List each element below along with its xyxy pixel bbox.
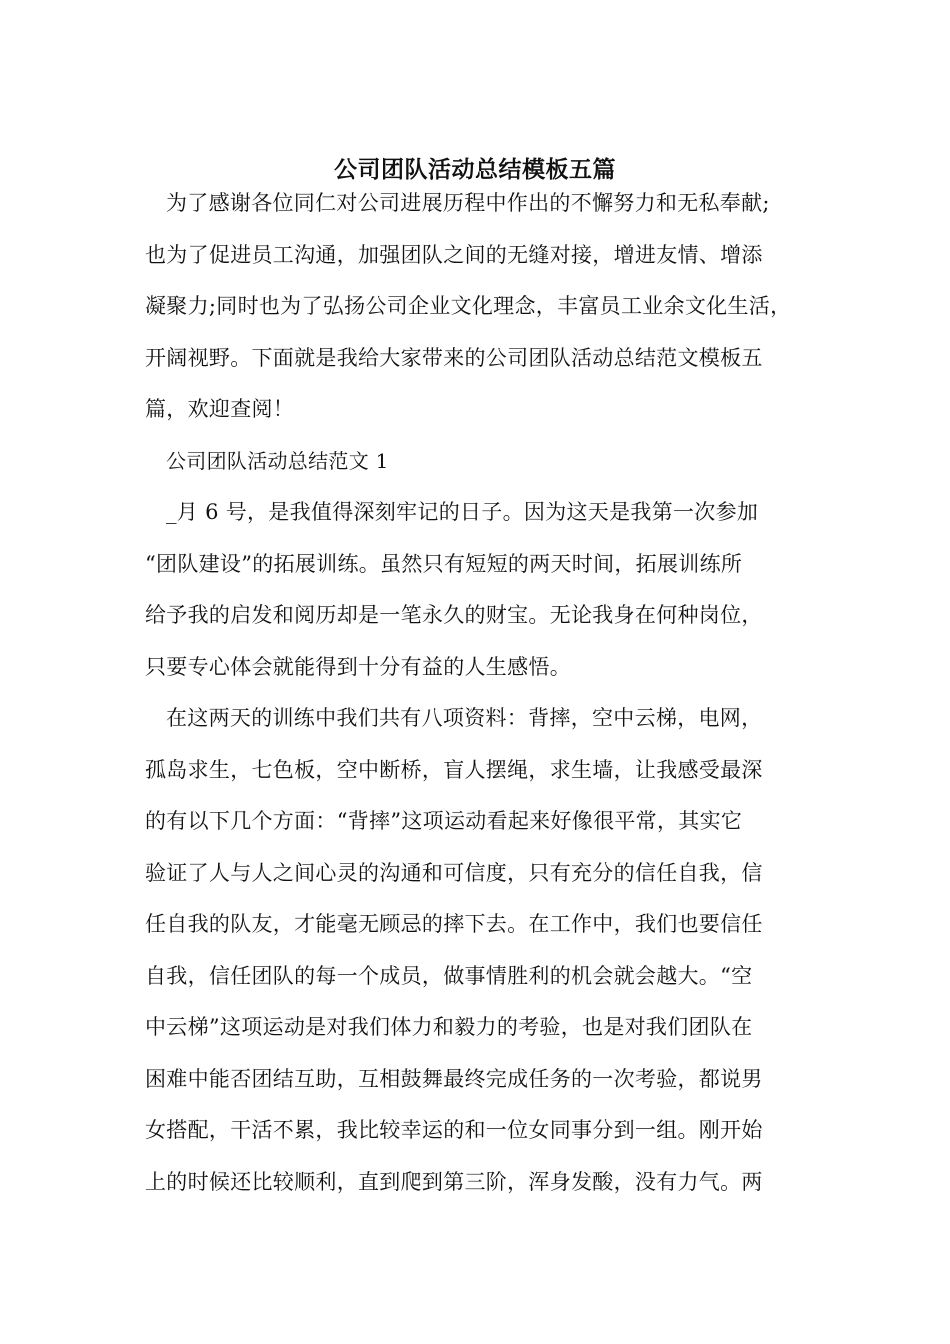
text-line: _月 6 号，是我值得深刻牢记的日子。因为这天是我第一次参加 bbox=[166, 500, 759, 524]
section-heading: 公司团队活动总结范文 1 bbox=[166, 448, 389, 473]
document-title: 公司团队活动总结模板五篇 bbox=[334, 156, 616, 183]
text-line: 任自我的队友，才能毫无顾忌的摔下去。在工作中，我们也要信任 bbox=[145, 912, 763, 936]
text-line: 孤岛求生，七色板，空中断桥，盲人摆绳，求生墙，让我感受最深 bbox=[145, 757, 763, 782]
text-line: 女搭配，干活不累，我比较幸运的和一位女同事分到一组。刚开始 bbox=[145, 1118, 763, 1142]
text-line: 凝聚力;同时也为了弘扬公司企业文化理念，丰富员工业余文化生活， bbox=[145, 294, 792, 318]
text-line: 上的时候还比较顺利，直到爬到第三阶，浑身发酸，没有力气。两 bbox=[145, 1169, 763, 1194]
text-line: 自我，信任团队的每一个成员，做事情胜利的机会就会越大。“空 bbox=[145, 963, 753, 988]
text-line: 只要专心体会就能得到十分有益的人生感悟。 bbox=[145, 654, 571, 679]
text-line: 为了感谢各位同仁对公司进展历程中作出的不懈努力和无私奉献; bbox=[166, 191, 770, 215]
text-line: 在这两天的训练中我们共有八项资料：背摔，空中云梯，电网， bbox=[166, 706, 763, 730]
text-line: 篇，欢迎查阅！ bbox=[145, 397, 295, 421]
text-line: 的有以下几个方面：“背摔”这项运动看起来好像很平常，其实它 bbox=[145, 809, 743, 833]
text-line: 开阔视野。下面就是我给大家带来的公司团队活动总结范文模板五 bbox=[145, 345, 763, 370]
text-line: 也为了促进员工沟通，加强团队之间的无缝对接，增进友情、增添 bbox=[145, 242, 763, 267]
text-line: 给予我的启发和阅历却是一笔永久的财宝。无论我身在何种岗位， bbox=[145, 603, 763, 627]
text-line: 困难中能否团结互助，互相鼓舞最终完成任务的一次考验，都说男 bbox=[145, 1066, 763, 1091]
text-line: “团队建设”的拓展训练。虽然只有短短的两天时间，拓展训练所 bbox=[145, 551, 743, 576]
document-body bbox=[145, 178, 815, 1208]
text-line: 验证了人与人之间心灵的沟通和可信度，只有充分的信任自我，信 bbox=[145, 860, 763, 885]
text-line: 中云梯”这项运动是对我们体力和毅力的考验，也是对我们团队在 bbox=[145, 1015, 753, 1039]
